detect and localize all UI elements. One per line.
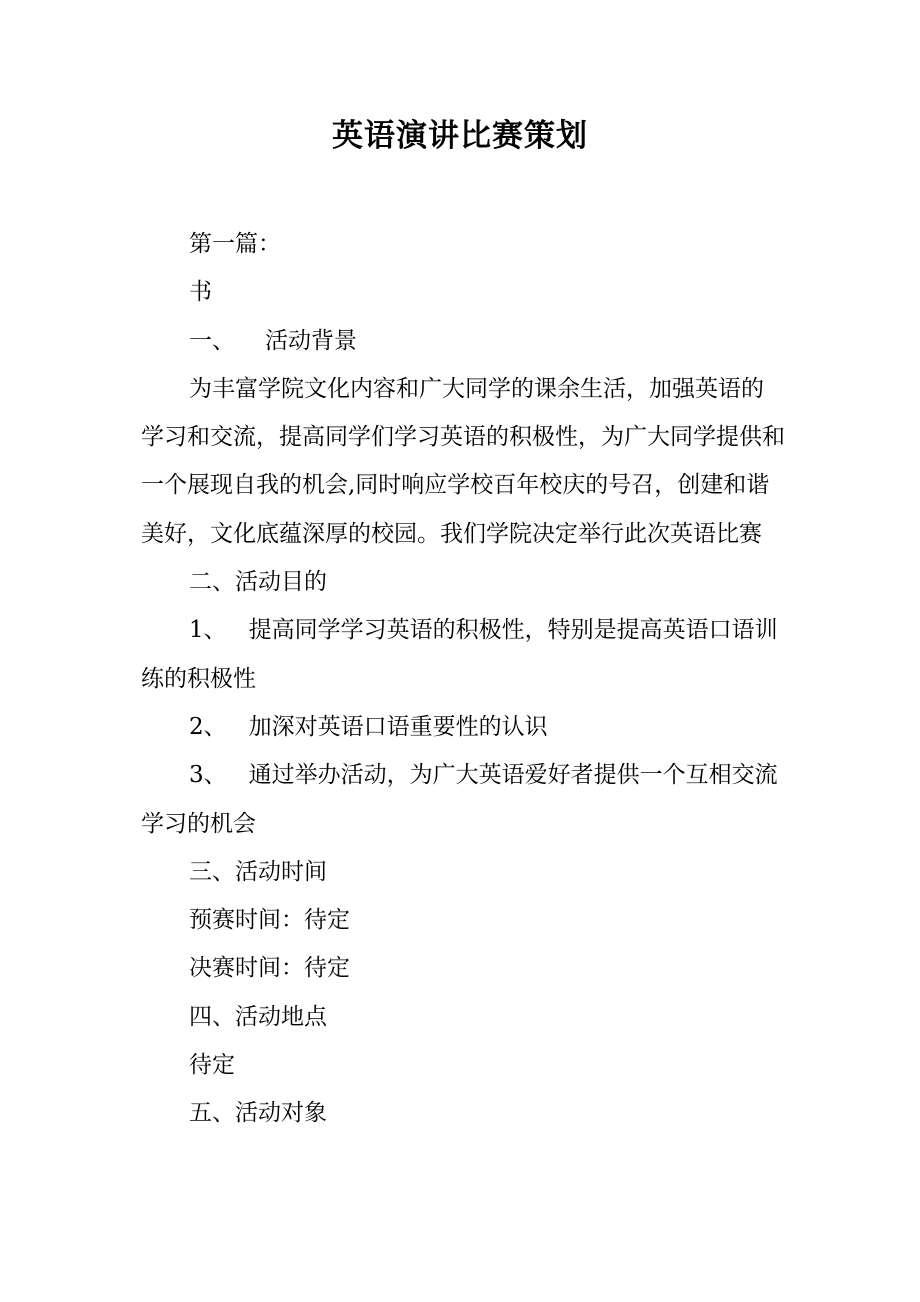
item-number: 1、 [189, 617, 227, 644]
section-heading-participants: 五、活动对象 [189, 1100, 327, 1127]
item-text: 通过举办活动，为广大英语爱好者提供一个互相交流学习的机会 [141, 762, 778, 837]
section-heading-text: 活动背景 [265, 327, 357, 354]
section-number: 一、 [189, 327, 235, 354]
document-body [141, 220, 786, 1138]
location-value: 待定 [189, 1052, 235, 1079]
item-number: 2、 [189, 713, 227, 740]
item-text: 加深对英语口语重要性的认识 [248, 713, 548, 740]
item-text: 提高同学学习英语的积极性，特别是提高英语口语训练的积极性 [141, 617, 778, 692]
final-time: 决赛时间：待定 [189, 955, 350, 982]
section-heading-purpose: 二、活动目的 [189, 569, 327, 596]
section-heading-part-one: 第一篇： [189, 231, 281, 257]
background-paragraph: 为丰富学院文化内容和广大同学的课余生活，加强英语的学习和交流，提高同学们学习英语的积极性，为广大同学提供和一个展现自我的机会,同时响应学校百年校庆的号召，创建和谐美好，文化底蕴深厚的校园。我们学院决定举行此次英语比赛 [141, 375, 785, 547]
preliminary-time: 预赛时间：待定 [189, 907, 350, 934]
section-heading-time: 三、活动时间 [189, 858, 327, 885]
document-title: 英语演讲比赛策划 [332, 118, 588, 154]
purpose-item-1 [141, 606, 786, 703]
section-heading-location: 四、活动地点 [189, 1003, 327, 1030]
section-heading-background [141, 317, 786, 365]
purpose-item-2 [141, 703, 786, 751]
text-line-book: 书 [189, 279, 212, 306]
purpose-item-3 [141, 751, 786, 848]
item-number: 3、 [189, 762, 227, 789]
